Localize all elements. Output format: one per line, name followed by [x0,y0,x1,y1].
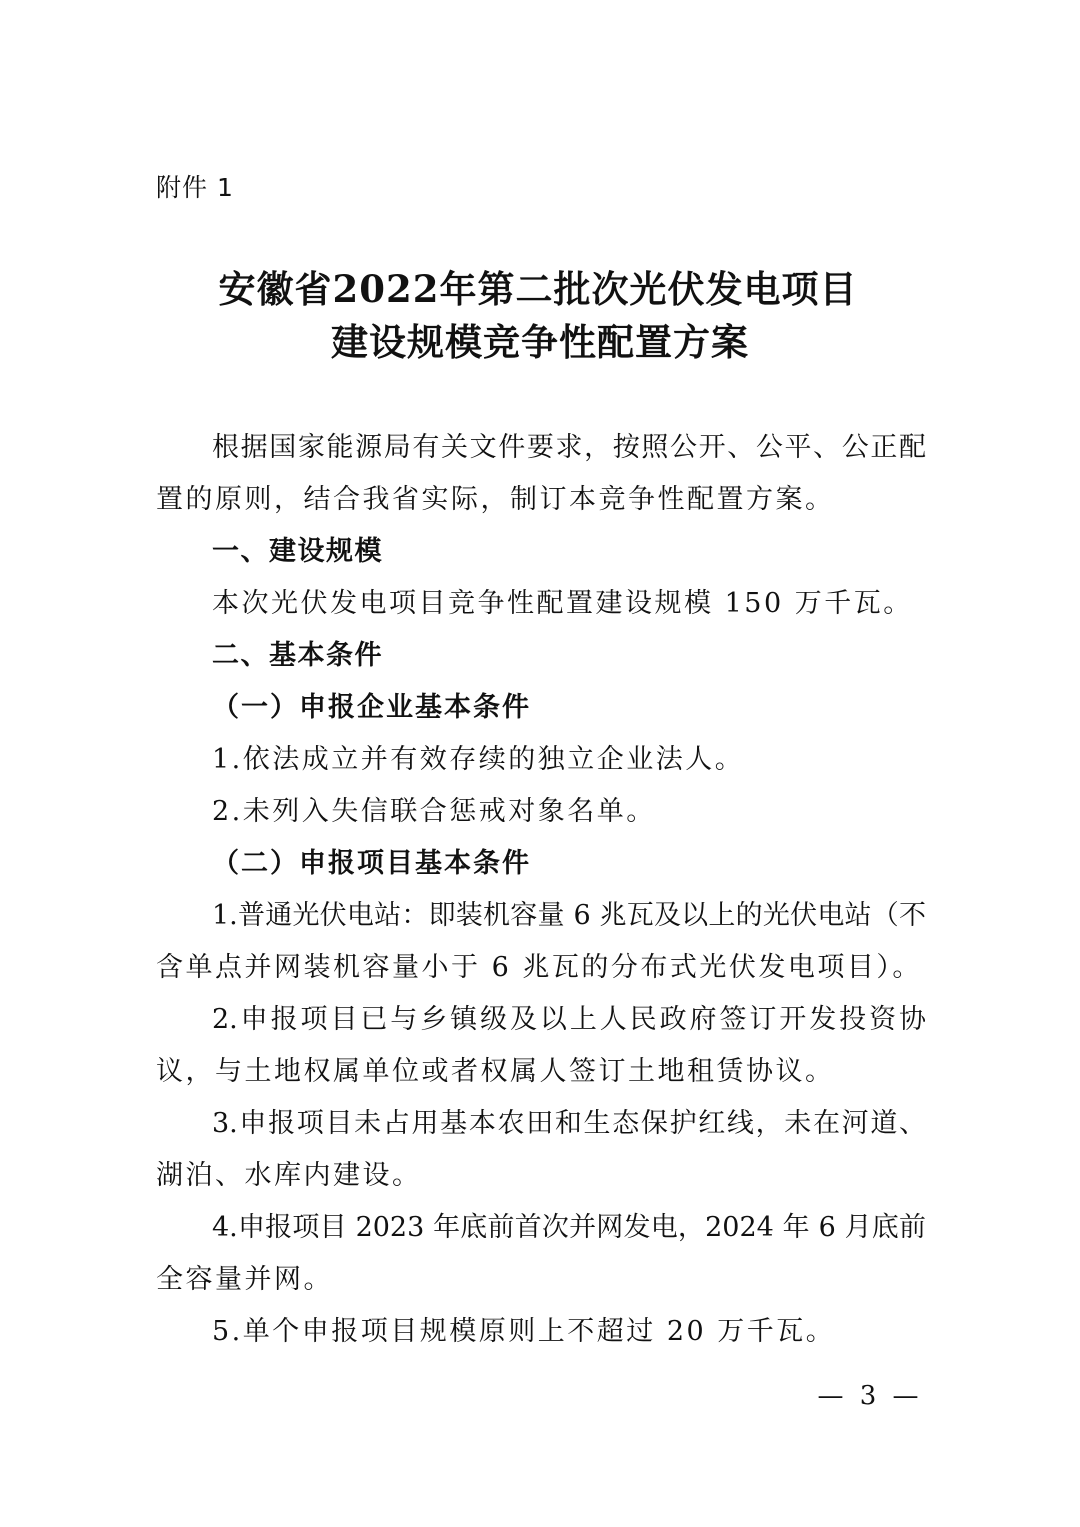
section-2-heading: 二、基本条件 [212,640,383,671]
subsection-2-item-3-line-1: 3.申报项目未占用基本农田和生态保护红线，未在河道、 [212,1108,926,1139]
subsection-2-item-1-line-1: 1.普通光伏电站：即装机容量 6 兆瓦及以上的光伏电站（不 [212,900,926,931]
subsection-2-item-5: 5.单个申报项目规模原则上不超过 20 万千瓦。 [212,1316,836,1347]
attachment-label: 附件 1 [156,173,234,202]
subsection-2-heading: （二）申报项目基本条件 [212,848,531,879]
subsection-1-item-1: 1.依法成立并有效存续的独立企业法人。 [212,744,745,775]
subsection-1-heading: （一）申报企业基本条件 [212,692,531,723]
subsection-2-item-4-line-1: 4.申报项目 2023 年底前首次并网发电，2024 年 6 月底前 [212,1212,926,1243]
intro-paragraph-line-1: 根据国家能源局有关文件要求，按照公开、公平、公正配 [212,432,926,463]
subsection-2-item-2-line-2: 议，与土地权属单位或者权属人签订土地租赁协议。 [156,1056,835,1087]
section-1-text: 本次光伏发电项目竞争性配置建设规模 150 万千瓦。 [212,588,913,619]
subsection-2-item-3-line-2: 湖泊、水库内建设。 [156,1160,422,1191]
page-number: — 3 — [817,1381,923,1411]
subsection-1-item-2: 2.未列入失信联合惩戒对象名单。 [212,796,656,827]
intro-paragraph-line-2: 置的原则，结合我省实际，制订本竞争性配置方案。 [156,484,835,515]
document-title-line-2: 建设规模竞争性配置方案 [331,320,749,364]
subsection-2-item-2-line-1: 2.申报项目已与乡镇级及以上人民政府签订开发投资协 [212,1004,926,1035]
subsection-2-item-4-line-2: 全容量并网。 [156,1264,333,1295]
section-1-heading: 一、建设规模 [212,536,383,567]
document-title-line-1: 安徽省2022年第二批次光伏发电项目 [218,267,858,311]
subsection-2-item-1-line-2: 含单点并网装机容量小于 6 兆瓦的分布式光伏发电项目）。 [156,952,922,983]
